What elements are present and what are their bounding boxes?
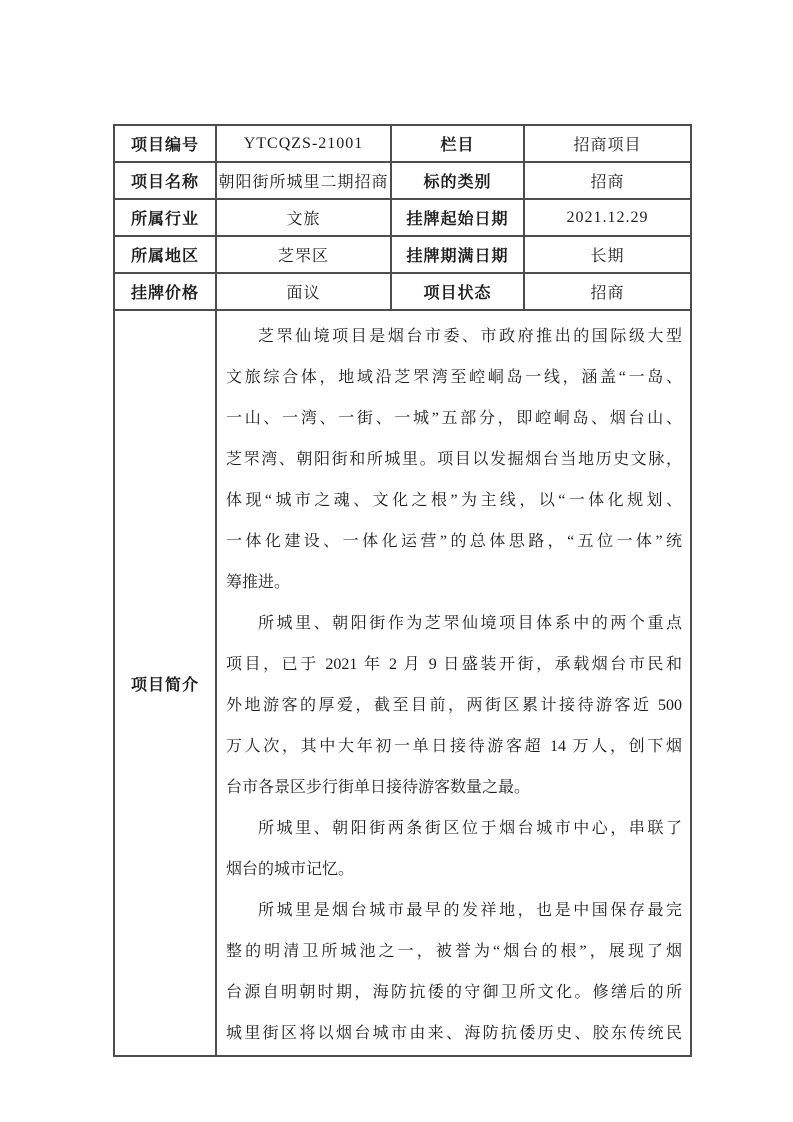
intro-text-line: 芝罘湾、朝阳街和所城里。项目以发掘烟台当地历史文脉，: [226, 451, 682, 468]
field-label-region: 所属地区: [114, 236, 216, 273]
intro-text-line: 外地游客的厚爱，截至目前，两街区累计接待游客近 500: [226, 697, 682, 714]
table-row: [114, 125, 691, 162]
field-label-project-number: 项目编号: [114, 125, 216, 162]
field-value-listing-price: 面议: [216, 273, 391, 310]
intro-paragraph-4: [226, 890, 682, 1054]
intro-text-line: 城里街区将以烟台城市由来、海防抗倭历史、胶东传统民: [226, 1025, 682, 1042]
intro-text-line: 台市各景区步行街单日接待游客数量之最。: [226, 779, 531, 796]
field-label-subject-type: 标的类别: [391, 162, 524, 199]
field-label-column: 栏目: [391, 125, 524, 162]
field-label-project-intro: 项目简介: [114, 310, 216, 1056]
project-info-table: [113, 124, 692, 1057]
field-label-listing-price: 挂牌价格: [114, 273, 216, 310]
intro-text-line: 台源自明朝时期，海防抗倭的守御卫所文化。修缮后的所: [226, 984, 682, 1001]
intro-text-line: 项目，已于 2021 年 2 月 9 日盛装开街，承载烟台市民和: [226, 656, 682, 673]
field-label-industry: 所属行业: [114, 199, 216, 236]
table-row-project-intro: [114, 310, 691, 1056]
table-row: [114, 273, 691, 310]
intro-text-line: 所城里、朝阳街两条街区位于烟台城市中心，串联了: [258, 820, 682, 837]
field-value-listing-expiry-date: 长期: [524, 236, 691, 273]
field-label-listing-expiry-date: 挂牌期满日期: [391, 236, 524, 273]
field-label-project-status: 项目状态: [391, 273, 524, 310]
field-value-subject-type: 招商: [524, 162, 691, 199]
intro-text-line: 所城里、朝阳街作为芝罘仙境项目体系中的两个重点: [258, 615, 682, 632]
field-label-listing-start-date: 挂牌起始日期: [391, 199, 524, 236]
field-value-listing-start-date: 2021.12.29: [524, 199, 691, 236]
field-label-project-name: 项目名称: [114, 162, 216, 199]
intro-text-line: 一体化建设、一体化运营”的总体思路，“五位一体”统: [226, 533, 682, 550]
field-value-column: 招商项目: [524, 125, 691, 162]
field-value-project-name: 朝阳街所城里二期招商: [216, 162, 391, 199]
intro-text-line: 万人次，其中大年初一单日接待游客超 14 万人，创下烟: [226, 738, 682, 755]
intro-text-line: 一山、一湾、一街、一城”五部分，即崆峒岛、烟台山、: [226, 410, 682, 427]
intro-text-line: 烟台的城市记忆。: [226, 861, 355, 878]
field-value-region: 芝罘区: [216, 236, 391, 273]
intro-paragraph-1: [226, 316, 682, 603]
table-row: [114, 199, 691, 236]
intro-paragraph-2: [226, 603, 682, 808]
intro-text-line: 筹推进。: [226, 574, 291, 591]
field-value-project-number: YTCQZS-21001: [216, 125, 391, 162]
field-value-industry: 文旅: [216, 199, 391, 236]
intro-text-line: 体现“城市之魂、文化之根”为主线，以“一体化规划、: [226, 492, 682, 509]
intro-paragraph-3: [226, 808, 682, 890]
table-row: [114, 236, 691, 273]
table-row: [114, 162, 691, 199]
intro-text-line: 所城里是烟台城市最早的发祥地，也是中国保存最完: [258, 902, 682, 919]
field-value-project-status: 招商: [524, 273, 691, 310]
intro-text-line: 芝罘仙境项目是烟台市委、市政府推出的国际级大型: [258, 328, 682, 345]
intro-text-line: 文旅综合体，地域沿芝罘湾至崆峒岛一线，涵盖“一岛、: [226, 369, 682, 386]
intro-text-line: 整的明清卫所城池之一，被誉为“烟台的根”，展现了烟: [226, 943, 682, 960]
project-intro-text: [216, 310, 691, 1056]
